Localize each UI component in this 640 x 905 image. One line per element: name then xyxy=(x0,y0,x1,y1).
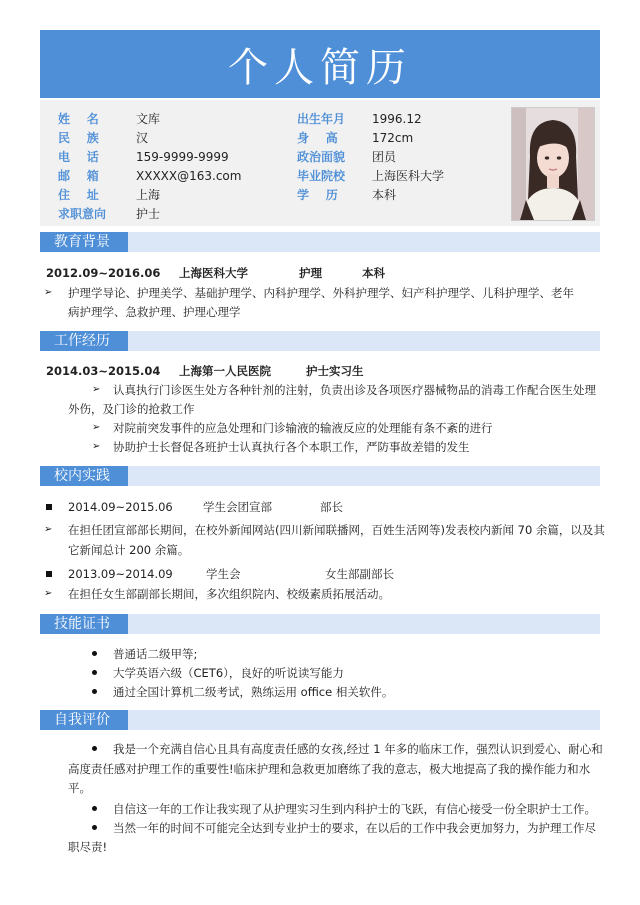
page-title: 个人简历 xyxy=(228,44,412,91)
work-company: 上海第一人民医院 xyxy=(179,364,271,378)
campus-desc: 在担任女生部副部长期间，多次组织院内、校级素质拓展活动。 xyxy=(68,587,390,601)
dot-bullet-icon xyxy=(92,689,97,694)
info-label: 出生年月 xyxy=(297,112,346,126)
arrow-bullet-icon: ➢ xyxy=(92,384,101,395)
profile-photo xyxy=(511,107,595,221)
info-value: 172cm xyxy=(372,131,414,145)
work-duty: 认真执行门诊医生处方各种针剂的注射，负责出诊及各项医疗器械物品的消毒工作配合医生处理 xyxy=(113,383,596,397)
info-label: 姓 名 xyxy=(58,112,99,126)
self-eval-text: 自信这一年的工作让我实现了从护理实习生到内科护士的飞跃，有信心接受一份全职护士工作。 xyxy=(113,802,596,816)
section-title: 技能证书 xyxy=(40,614,128,634)
info-value: 团员 xyxy=(372,150,397,164)
info-value: 汉 xyxy=(136,131,149,145)
skill-item: 普通话二级甲等; xyxy=(113,647,198,661)
arrow-bullet-icon: ➢ xyxy=(44,588,53,599)
section-campus xyxy=(40,466,600,486)
edu-major: 护理 xyxy=(299,266,322,280)
section-title: 自我评价 xyxy=(40,710,128,730)
square-bullet-icon xyxy=(46,571,52,577)
section-title: 教育背景 xyxy=(40,232,128,252)
edu-period: 2012.09~2016.06 xyxy=(46,266,161,280)
edu-courses: 病护理学、急救护理、护理心理学 xyxy=(68,305,241,319)
skill-item: 大学英语六级（CET6），良好的听说读写能力 xyxy=(113,666,344,680)
work-duty: 外伤，及门诊的抢救工作 xyxy=(68,402,195,416)
dot-bullet-icon xyxy=(92,651,97,656)
campus-period: 2014.09~2015.06 xyxy=(68,500,173,514)
self-eval-text: 高度责任感对护理工作的重要性!临床护理和急救更加磨练了我的意志，极大地提高了我的操作能力和水 xyxy=(68,762,591,776)
campus-role: 女生部副部长 xyxy=(325,567,394,581)
self-eval-text: 当然一年的时间不可能完全达到专业护士的要求，在以后的工作中我会更加努力，为护理工作尽 xyxy=(113,821,596,835)
title-banner xyxy=(40,30,600,98)
arrow-bullet-icon: ➢ xyxy=(44,287,53,298)
section-education xyxy=(40,232,600,252)
section-work xyxy=(40,331,600,351)
campus-period: 2013.09~2014.09 xyxy=(68,567,173,581)
info-value: 1996.12 xyxy=(372,112,422,126)
dot-bullet-icon xyxy=(92,746,97,751)
info-value: 上海医科大学 xyxy=(372,169,445,183)
square-bullet-icon xyxy=(46,504,52,510)
self-eval-text: 职尽责! xyxy=(68,840,108,854)
info-label: 毕业院校 xyxy=(297,169,346,183)
section-self-eval xyxy=(40,710,600,730)
info-label: 身 高 xyxy=(297,131,338,145)
campus-desc: 它新闻总计 200 余篇。 xyxy=(68,543,190,557)
info-value: 上海 xyxy=(136,188,161,202)
dot-bullet-icon xyxy=(92,806,97,811)
edu-school: 上海医科大学 xyxy=(179,266,248,280)
dot-bullet-icon xyxy=(92,670,97,675)
info-label: 民 族 xyxy=(58,131,99,145)
info-label: 求职意向 xyxy=(58,207,107,221)
info-label: 住 址 xyxy=(58,188,99,202)
campus-org: 学生会 xyxy=(206,567,241,581)
section-title: 校内实践 xyxy=(40,466,128,486)
section-skills xyxy=(40,614,600,634)
edu-degree: 本科 xyxy=(362,266,385,280)
skill-item: 通过全国计算机二级考试，熟练运用 office 相关软件。 xyxy=(113,685,394,699)
self-eval-text: 我是一个充满自信心且具有高度责任感的女孩,经过 1 年多的临床工作，强烈认识到爱心、耐心和 xyxy=(113,742,603,756)
info-value: 159-9999-9999 xyxy=(136,150,229,164)
arrow-bullet-icon: ➢ xyxy=(92,441,101,452)
campus-desc: 在担任团宣部部长期间，在校外新闻网站(四川新闻联播网，百姓生活网等)发表校内新闻 70 余篇，以及其 xyxy=(68,523,605,537)
info-label: 电 话 xyxy=(58,150,99,164)
info-value: XXXXX@163.com xyxy=(136,169,242,183)
campus-org: 学生会团宣部 xyxy=(203,500,272,514)
info-value: 护士 xyxy=(136,207,161,221)
work-period: 2014.03~2015.04 xyxy=(46,364,161,378)
info-label: 邮 箱 xyxy=(58,169,99,183)
info-label: 政治面貌 xyxy=(297,150,346,164)
work-duty: 对院前突发事件的应急处理和门诊输液的输液反应的处理能有条不紊的进行 xyxy=(113,421,493,435)
work-duty: 协助护士长督促各班护士认真执行各个本职工作，严防事故差错的发生 xyxy=(113,440,470,454)
self-eval-text: 平。 xyxy=(68,781,91,795)
section-title: 工作经历 xyxy=(40,331,128,351)
portrait-image xyxy=(512,108,594,220)
dot-bullet-icon xyxy=(92,825,97,830)
work-position: 护士实习生 xyxy=(306,364,364,378)
arrow-bullet-icon: ➢ xyxy=(92,422,101,433)
arrow-bullet-icon: ➢ xyxy=(44,524,53,535)
campus-role: 部长 xyxy=(320,500,343,514)
info-label: 学 历 xyxy=(297,188,338,202)
info-value: 文库 xyxy=(136,112,161,126)
edu-courses: 护理学导论、护理美学、基础护理学、内科护理学、外科护理学、妇产科护理学、儿科护理学、老年 xyxy=(68,286,574,300)
info-value: 本科 xyxy=(372,188,397,202)
